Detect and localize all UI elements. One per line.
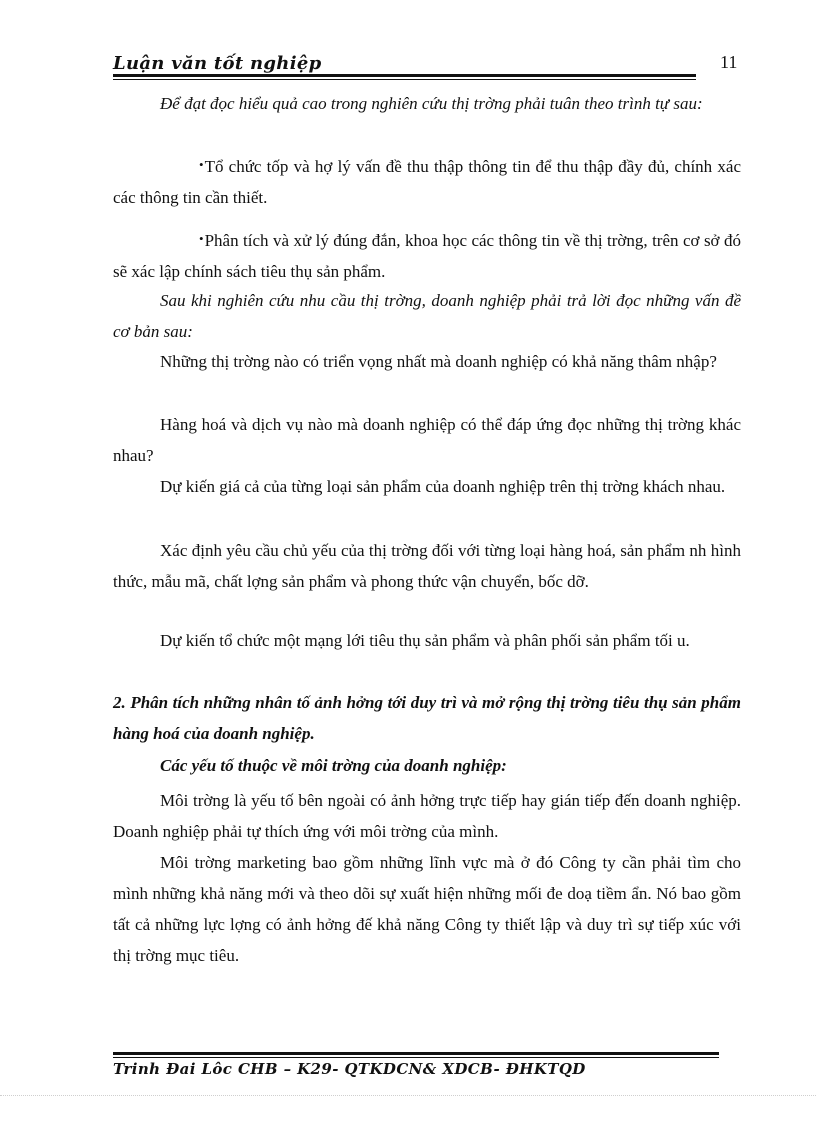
intro-paragraph: Để đạt đọc hiểu quả cao trong nghiên cứu thị trờng phải tuân theo trình tự sau: <box>160 94 703 113</box>
question-paragraph-2: Hàng hoá và dịch vụ nào mà doanh nghiệp có thể đáp ứng đọc những thị trờng khác nhau? <box>113 415 741 465</box>
bullet-icon: • <box>199 157 204 172</box>
header-rule-thin <box>113 79 696 80</box>
section-heading: 2. Phân tích những nhân tố ảnh hởng tới duy trì và mở rộng thị trờng tiêu thụ sản phẩm hàng hoá của doanh nghiệp. <box>113 693 741 743</box>
marketing-paragraph: Môi trờng marketing bao gồm những lĩnh vực mà ở đó Công ty cần phải tìm cho mình những khả năng mới và theo dõi sự xuất hiện những mối đe doạ tiềm ẩn. Nó bao gồm tất cả những lực lợng có ảnh hởng đế khả năng Công ty thiết lập và duy trì sự tiếp xúc với thị trờng mục tiêu. <box>113 853 741 965</box>
header-rule <box>113 74 696 77</box>
question-paragraph-1: Những thị trờng nào có triển vọng nhất mà doanh nghiệp có khả năng thâm nhập? <box>160 352 717 371</box>
footer-rule <box>113 1052 719 1055</box>
bullet-icon: • <box>199 231 204 246</box>
bullet-item-2 <box>113 223 741 287</box>
network-paragraph: Dự kiến tổ chức một mạng lới tiêu thụ sản phẩm và phân phối sản phẩm tối u. <box>160 631 690 650</box>
requirements-paragraph: Xác định yêu cầu chủ yếu của thị trờng đối với từng loại hàng hoá, sản phẩm nh hình thức, mẫu mã, chất lợng sản phẩm và phong thức vận chuyển, bốc dỡ. <box>113 541 741 591</box>
section-subheading: Các yếu tố thuộc về môi trờng của doanh nghiệp: <box>160 756 507 775</box>
research-paragraph: Sau khi nghiên cứu nhu cầu thị trờng, doanh nghiệp phải trả lời đọc những vấn đề cơ bản sau: <box>113 291 741 341</box>
forecast-paragraph: Dự kiến giá cả của từng loại sản phẩm của doanh nghiệp trên thị trờng khách nhau. <box>160 477 726 496</box>
footer-text: Trinh Đai Lôc CHB – K29- QTKDCN& XDCB- ĐHKTQD <box>113 1060 586 1078</box>
footer-rule-thin <box>113 1057 719 1058</box>
bullet-item-1-text: Tổ chức tốp và hợ lý vấn đề thu thập thông tin để thu thập đầy đủ, chính xác các thông tin cần thiết. <box>113 157 741 207</box>
environment-paragraph: Môi trờng là yếu tố bên ngoài có ảnh hởng trực tiếp hay gián tiếp đến doanh nghiệp. Doanh nghiệp phải tự thích ứng với môi trờng của mình. <box>113 791 741 841</box>
page-number: 11 <box>720 52 738 72</box>
page-bottom-border <box>0 1095 816 1096</box>
bullet-item-2-text: Phân tích và xử lý đúng đắn, khoa học các thông tin về thị trờng, trên cơ sở đó sẽ xác lập chính sách tiêu thụ sản phẩm. <box>113 231 741 281</box>
bullet-item-1 <box>113 149 741 213</box>
running-header-title: Luận văn tốt nghiệp <box>113 53 322 74</box>
